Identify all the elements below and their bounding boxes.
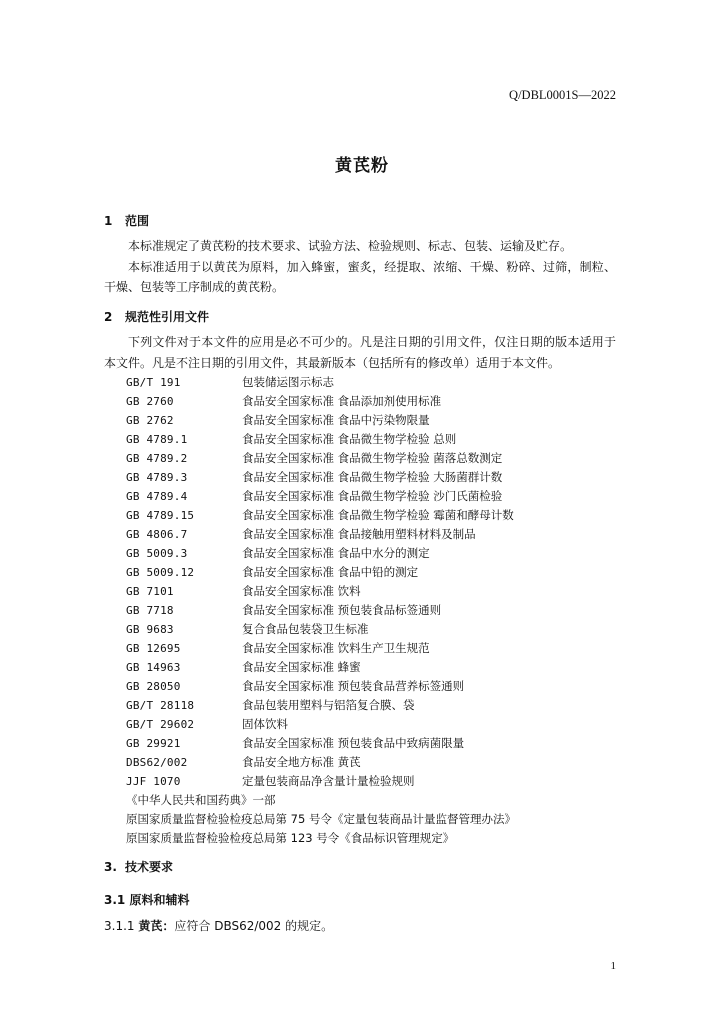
section-title: 技术要求 (125, 860, 174, 874)
reference-title: 食品安全国家标准 预包装食品营养标签通则 (242, 679, 465, 693)
subsection-title: 原料和辅料 (129, 893, 190, 907)
reference-item (126, 487, 516, 506)
reference-title: 食品安全国家标准 食品接触用塑料材料及制品 (242, 527, 476, 541)
section-number: 1 (104, 214, 113, 228)
reference-code: GB/T 29602 (126, 718, 195, 731)
reference-code: GB 7101 (126, 585, 174, 598)
reference-title: 食品安全国家标准 食品中污染物限量 (242, 413, 430, 427)
reference-code: GB 4789.15 (126, 509, 195, 522)
reference-title: 复合食品包装袋卫生标准 (242, 622, 369, 636)
reference-title: 食品安全国家标准 食品中水分的测定 (242, 546, 430, 560)
reference-item (126, 658, 516, 677)
reference-title: 食品包装用塑料与铝箔复合膜、袋 (242, 698, 415, 712)
reference-item (126, 696, 516, 715)
reference-item (126, 715, 516, 734)
page-number: 1 (610, 960, 616, 972)
scope-paragraph-1: 本标准规定了黄芪粉的技术要求、试验方法、检验规则、标志、包装、运输及贮存。 (128, 239, 573, 253)
reference-code: JJF 1070 (126, 775, 181, 788)
reference-code: GB 12695 (126, 642, 181, 655)
reference-title: 固体饮料 (242, 717, 288, 731)
section-number: 3. (104, 860, 117, 874)
references-intro-text: 下列文件对于本文件的应用是必不可少的。凡是注日期的引用文件，仅注日期的版本适用于本文件。凡是不注日期的引用文件，其最新版本（包括所有的修改单）适用于本文件。 (104, 335, 616, 370)
reference-title: 食品安全国家标准 蜂蜜 (242, 660, 361, 674)
reference-title: 食品安全国家标准 食品微生物学检验 菌落总数测定 (242, 451, 503, 465)
reference-code: GB 7718 (126, 604, 174, 617)
reference-code: GB 2760 (126, 395, 174, 408)
scope-paragraphs (104, 236, 616, 298)
reference-item (126, 563, 516, 582)
reference-item (126, 582, 516, 601)
reference-item (126, 753, 516, 772)
section-heading-scope (104, 212, 149, 229)
reference-item (126, 772, 516, 791)
reference-item (126, 544, 516, 563)
reference-item (126, 677, 516, 696)
reference-item (126, 430, 516, 449)
reference-code: GB 2762 (126, 414, 174, 427)
section-heading-references (104, 308, 209, 325)
reference-title: 食品安全国家标准 食品微生物学检验 沙门氏菌检验 (242, 489, 503, 503)
clause-term: 黄芪： (138, 919, 175, 933)
reference-title: 定量包装商品净含量计量检验规则 (242, 774, 415, 788)
reference-code: GB 4806.7 (126, 528, 188, 541)
reference-title: 食品安全国家标准 饮料 (242, 584, 361, 598)
reference-title: 食品安全国家标准 食品微生物学检验 总则 (242, 432, 457, 446)
section-heading-technical-requirements (104, 858, 173, 875)
clause-number: 3.1.1 (104, 919, 135, 933)
scope-paragraph-2: 本标准适用于以黄芪为原料，加入蜂蜜，蜜炙，经提取、浓缩、干燥、粉碎、过筛，制粒、干燥、包装等工序制成的黄芪粉。 (104, 259, 616, 294)
reference-code: GB/T 28118 (126, 699, 195, 712)
reference-title: 食品安全国家标准 预包装食品中致病菌限量 (242, 736, 465, 750)
reference-item (126, 639, 516, 658)
reference-code: GB 29921 (126, 737, 181, 750)
reference-item (126, 392, 516, 411)
reference-title: 食品安全地方标准 黄芪 (242, 755, 361, 769)
reference-item (126, 506, 516, 525)
reference-title: 食品安全国家标准 食品微生物学检验 霉菌和酵母计数 (242, 508, 514, 522)
clause-text: 应符合 DBS62/002 的规定。 (174, 919, 334, 933)
reference-item (126, 411, 516, 430)
section-number: 2 (104, 310, 113, 324)
reference-title: 食品安全国家标准 食品添加剂使用标准 (242, 394, 442, 408)
reference-code: GB 5009.12 (126, 566, 195, 579)
reference-title: 食品安全国家标准 预包装食品标签通则 (242, 603, 442, 617)
reference-code: GB 9683 (126, 623, 174, 636)
reference-item (126, 468, 516, 487)
reference-code: GB/T 191 (126, 376, 181, 389)
reference-item (126, 734, 516, 753)
section-title: 范围 (125, 214, 150, 228)
reference-item (126, 601, 516, 620)
reference-code: GB 4789.1 (126, 433, 188, 446)
reference-code: GB 28050 (126, 680, 181, 693)
reference-code: GB 4789.2 (126, 452, 188, 465)
reference-code: GB 14963 (126, 661, 181, 674)
document-code: Q/DBL0001S—2022 (509, 88, 616, 102)
reference-title: 包装储运图示标志 (242, 375, 334, 389)
reference-item (126, 373, 516, 392)
subsection-number: 3.1 (104, 893, 126, 907)
reference-code: GB 4789.4 (126, 490, 188, 503)
subsection-heading-raw-materials (104, 891, 189, 908)
reference-item (126, 620, 516, 639)
reference-title: 食品安全国家标准 饮料生产卫生规范 (242, 641, 430, 655)
reference-code: DBS62/002 (126, 756, 188, 769)
references-intro (104, 332, 616, 373)
reference-title: 食品安全国家标准 食品中铅的测定 (242, 565, 419, 579)
section-title: 规范性引用文件 (125, 310, 210, 324)
reference-code: GB 5009.3 (126, 547, 188, 560)
references-list (126, 373, 516, 848)
reference-item (126, 525, 516, 544)
other-reference: 《中华人民共和国药典》一部 (126, 793, 276, 807)
other-reference: 原国家质量监督检验检疫总局第 75 号令《定量包装商品计量监督管理办法》 (126, 812, 516, 826)
reference-code: GB 4789.3 (126, 471, 188, 484)
clause-huangqi (104, 917, 333, 934)
reference-item (126, 449, 516, 468)
other-reference: 原国家质量监督检验检疫总局第 123 号令《食品标识管理规定》 (126, 831, 455, 845)
document-title: 黄芪粉 (335, 156, 389, 176)
reference-title: 食品安全国家标准 食品微生物学检验 大肠菌群计数 (242, 470, 503, 484)
